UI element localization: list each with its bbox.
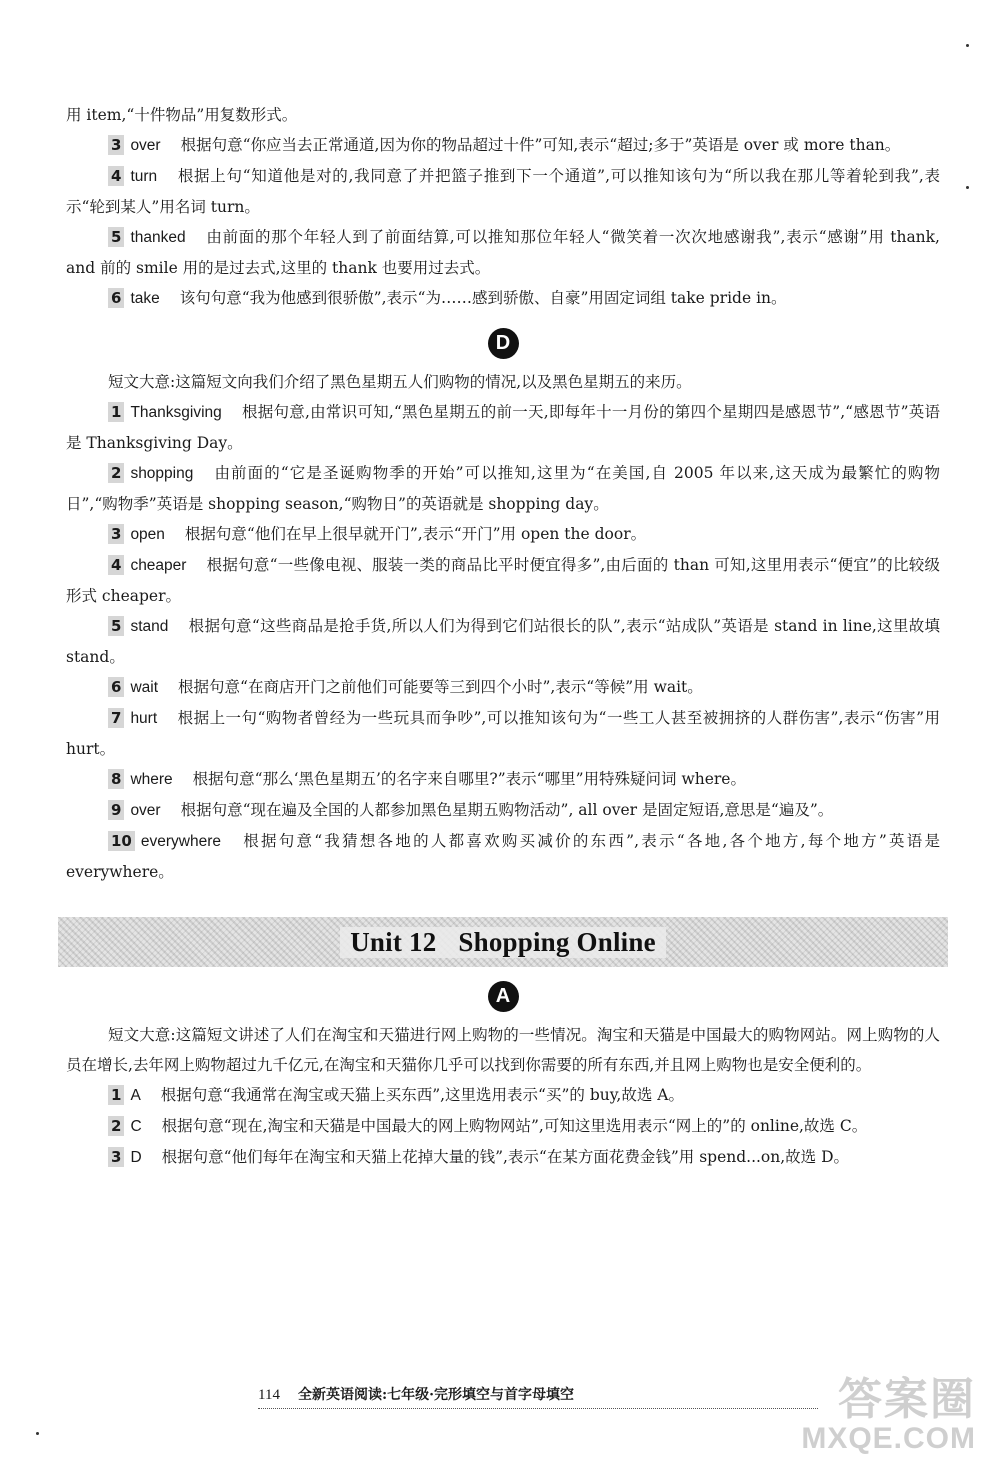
- answer-item: [66, 222, 940, 283]
- answer-word: open: [130, 526, 165, 543]
- answer-explanation: 由前面的那个年轻人到了前面结算,可以推知那位年轻人“微笑着一次次地感谢我”,表示“感谢”用 thank, and 前的 smile 用的是过去式,这里的 thank 也要用过去式。: [66, 228, 940, 277]
- section-c-answers: [66, 130, 940, 314]
- unit-label: Unit 12: [350, 926, 437, 957]
- answer-item: [66, 703, 940, 764]
- answer-explanation: 根据句意,由常识可知,“黑色星期五的前一天,即每年十一月份的第四个星期四是感恩节”,“感恩节”英语是 Thanksgiving Day。: [66, 403, 940, 452]
- answer-word: stand: [130, 618, 169, 635]
- answer-explanation: 由前面的“它是圣诞购物季的开始”可以推知,这里为“在美国,自 2005 年以来,这天成为最繁忙的购物日”,“购物季”英语是 shopping season,“购物日”的英语就是 shopping day。: [66, 464, 940, 513]
- answer-item: [66, 1080, 940, 1111]
- page-number: 114: [258, 1387, 280, 1403]
- answer-number: 6: [108, 288, 124, 308]
- answer-explanation: 根据句意“他们在早上很早就开门”,表示“开门”用 open the door。: [184, 525, 647, 543]
- answer-word: A: [130, 1087, 141, 1104]
- answer-word: over: [130, 137, 161, 154]
- unit-title: [340, 927, 666, 958]
- answer-item: [66, 519, 940, 550]
- answer-word: hurt: [130, 710, 158, 727]
- answer-explanation: 根据句意“你应当去正常通道,因为你的物品超过十件”可知,表示“超过;多于”英语是 over 或 more than。: [180, 136, 901, 154]
- answer-item: [66, 1111, 940, 1142]
- answer-word: Thanksgiving: [130, 404, 222, 421]
- answer-item: [66, 1142, 940, 1173]
- answer-explanation: 根据上句“知道他是对的,我同意了并把篮子推到下一个通道”,可以推知该句为“所以我在那儿等着轮到我”,表示“轮到某人”用名词 turn。: [66, 167, 940, 216]
- answer-item: [66, 672, 940, 703]
- answer-explanation: 根据句意“我猜想各地的人都喜欢购买减价的东西”,表示“各地,各个地方,每个地方”英语是 everywhere。: [66, 832, 940, 881]
- unit-name: Shopping Online: [458, 926, 656, 957]
- answer-word: wait: [130, 679, 159, 696]
- answer-word: shopping: [130, 465, 194, 482]
- answer-number: 7: [108, 708, 124, 728]
- answer-number: 5: [108, 616, 124, 636]
- scan-speck: [36, 1432, 39, 1435]
- answer-number: 6: [108, 677, 124, 697]
- answer-word: thanked: [130, 229, 186, 246]
- answer-number: 4: [108, 555, 124, 575]
- answer-item: [66, 764, 940, 795]
- answer-item: [66, 130, 940, 161]
- answer-item: [66, 611, 940, 672]
- answer-explanation: 根据句意“这些商品是抢手货,所以人们为得到它们站很长的队”,表示“站成队”英语是 stand in line,这里故填 stand。: [66, 617, 940, 666]
- watermark-logo: [801, 1375, 976, 1455]
- section-a-badge: A: [488, 981, 519, 1012]
- answer-explanation: 根据句意“我通常在淘宝或天猫上买东西”,这里选用表示“买”的 buy,故选 A。: [160, 1086, 684, 1104]
- answer-item: [66, 550, 940, 611]
- section-d-summary: 短文大意:这篇短文向我们介绍了黑色星期五人们购物的情况,以及黑色星期五的来历。: [108, 373, 692, 391]
- answer-item: [66, 458, 940, 519]
- section-d-badge: D: [488, 328, 519, 359]
- continuation-text: 用 item,“十件物品”用复数形式。: [66, 106, 298, 124]
- answer-explanation: 根据句意“现在遍及全国的人都参加黑色星期五购物活动”, all over 是固定短语,意思是“遍及”。: [180, 801, 834, 819]
- answer-number: 2: [108, 1116, 124, 1136]
- answer-word: cheaper: [130, 557, 187, 574]
- answer-explanation: 根据句意“在商店开门之前他们可能要等三到四个小时”,表示“等候”用 wait。: [178, 678, 703, 696]
- answer-word: everywhere: [140, 833, 221, 850]
- answer-number: 3: [108, 1147, 124, 1167]
- answer-word: C: [130, 1118, 142, 1135]
- answer-word: D: [130, 1149, 142, 1166]
- scan-speck: [966, 186, 969, 189]
- answer-explanation: 根据上一句“购物者曾经为一些玩具而争吵”,可以推知该句为“一些工人甚至被拥挤的人群伤害”,表示“伤害”用 hurt。: [66, 709, 940, 758]
- answer-number: 4: [108, 166, 124, 186]
- page-content: [66, 100, 940, 1173]
- watermark-main: 答案圈: [838, 1375, 976, 1424]
- answer-number: 1: [108, 402, 124, 422]
- answer-number: 3: [108, 524, 124, 544]
- section-d-header: [66, 328, 940, 359]
- unit-banner: [58, 917, 948, 967]
- answer-word: turn: [130, 168, 158, 185]
- answer-explanation: 根据句意“那么‘黑色星期五’的名字来自哪里?”表示“哪里”用特殊疑问词 where。: [192, 770, 746, 788]
- answer-item: [66, 283, 940, 314]
- answer-explanation: 根据句意“现在,淘宝和天猫是中国最大的网上购物网站”,可知这里选用表示“网上的”的 online,故选 C。: [161, 1117, 868, 1135]
- answer-number: 8: [108, 769, 124, 789]
- answer-number: 2: [108, 463, 124, 483]
- answer-word: take: [130, 290, 160, 307]
- answer-word: over: [130, 802, 161, 819]
- section-a-header: [66, 981, 940, 1012]
- answer-item: [66, 795, 940, 826]
- section-d-answers: [66, 397, 940, 887]
- answer-item: [66, 161, 940, 222]
- answer-explanation: 根据句意“一些像电视、服装一类的商品比平时便宜得多”,由后面的 than 可知,这里用表示“便宜”的比较级形式 cheaper。: [66, 556, 940, 605]
- answer-item: [66, 397, 940, 458]
- page-footer: [258, 1384, 818, 1409]
- scan-speck: [966, 44, 969, 47]
- book-title: 全新英语阅读:七年级·完形填空与首字母填空: [297, 1387, 574, 1403]
- answer-word: where: [130, 771, 173, 788]
- section-a-answers: [66, 1080, 940, 1173]
- answer-number: 3: [108, 135, 124, 155]
- answer-explanation: 根据句意“他们每年在淘宝和天猫上花掉大量的钱”,表示“在某方面花费金钱”用 spend...on,故选 D。: [161, 1148, 850, 1166]
- answer-number: 1: [108, 1085, 124, 1105]
- answer-explanation: 该句句意“我为他感到很骄傲”,表示“为……感到骄傲、自豪”用固定词组 take pride in。: [179, 289, 787, 307]
- answer-number: 9: [108, 800, 124, 820]
- answer-item: [66, 826, 940, 887]
- answer-number: 10: [108, 831, 135, 851]
- watermark-url: MXQE.COM: [801, 1422, 976, 1455]
- section-a-summary: 短文大意:这篇短文讲述了人们在淘宝和天猫进行网上购物的一些情况。淘宝和天猫是中国最大的购物网站。网上购物的人员在增长,去年网上购物超过九千亿元,在淘宝和天猫你几乎可以找到你需要的所有东西,并且网上购物也是安全便利的。: [66, 1026, 940, 1074]
- answer-number: 5: [108, 227, 124, 247]
